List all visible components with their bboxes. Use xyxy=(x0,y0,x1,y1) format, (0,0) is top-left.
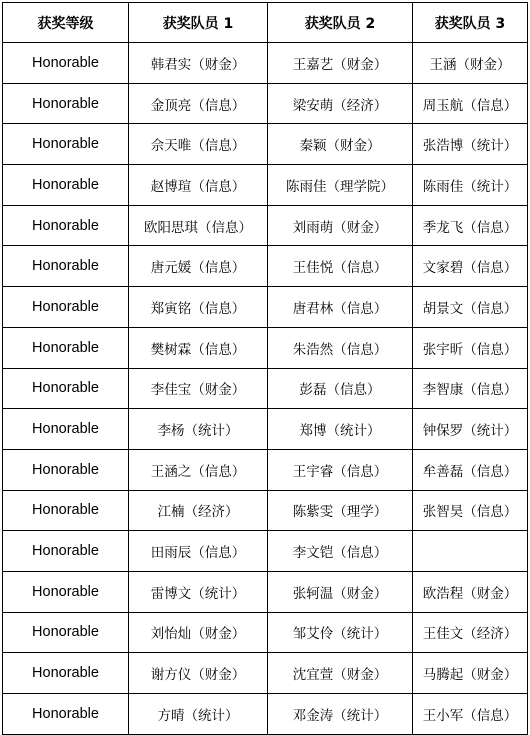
header-row xyxy=(3,3,528,43)
member-2-cell: 邹艾伶（统计） xyxy=(268,612,413,653)
award-level-cell: Honorable xyxy=(3,124,129,165)
member-2-cell: 彭磊（信息） xyxy=(268,368,413,409)
table-row xyxy=(3,653,528,694)
member-1-cell: 田雨辰（信息） xyxy=(129,531,268,572)
member-1-cell: 刘怡灿（财金） xyxy=(129,612,268,653)
award-level-cell: Honorable xyxy=(3,287,129,328)
award-level-cell: Honorable xyxy=(3,409,129,450)
member-3-cell: 王佳文（经济） xyxy=(413,612,528,653)
table-body xyxy=(3,43,528,735)
member-2-cell: 郑博（统计） xyxy=(268,409,413,450)
member-1-cell: 郑寅铭（信息） xyxy=(129,287,268,328)
award-level-cell: Honorable xyxy=(3,490,129,531)
table-row xyxy=(3,327,528,368)
member-3-cell: 文家碧（信息） xyxy=(413,246,528,287)
member-1-cell: 王涵之（信息） xyxy=(129,449,268,490)
table-row xyxy=(3,571,528,612)
header-member-3: 获奖队员 3 xyxy=(413,3,528,43)
member-3-cell xyxy=(413,531,528,572)
member-2-cell: 李文铠（信息） xyxy=(268,531,413,572)
member-1-cell: 樊树霖（信息） xyxy=(129,327,268,368)
member-2-cell: 王佳悦（信息） xyxy=(268,246,413,287)
header-member-1: 获奖队员 1 xyxy=(129,3,268,43)
table-row xyxy=(3,449,528,490)
award-level-cell: Honorable xyxy=(3,246,129,287)
member-1-cell: 雷博文（统计） xyxy=(129,571,268,612)
award-level-cell: Honorable xyxy=(3,83,129,124)
table-row xyxy=(3,409,528,450)
member-3-cell: 王小军（信息） xyxy=(413,694,528,735)
table-row xyxy=(3,612,528,653)
member-2-cell: 王嘉艺（财金） xyxy=(268,43,413,84)
member-3-cell: 钟保罗（统计） xyxy=(413,409,528,450)
member-1-cell: 唐元媛（信息） xyxy=(129,246,268,287)
member-3-cell: 牟善磊（信息） xyxy=(413,449,528,490)
member-3-cell: 马腾起（财金） xyxy=(413,653,528,694)
member-1-cell: 金顶亮（信息） xyxy=(129,83,268,124)
member-1-cell: 赵博瑄（信息） xyxy=(129,165,268,206)
member-3-cell: 欧浩程（财金） xyxy=(413,571,528,612)
table-header xyxy=(3,3,528,43)
member-2-cell: 唐君林（信息） xyxy=(268,287,413,328)
member-3-cell: 胡景文（信息） xyxy=(413,287,528,328)
award-level-cell: Honorable xyxy=(3,449,129,490)
award-level-cell: Honorable xyxy=(3,368,129,409)
awards-table xyxy=(2,2,528,735)
member-3-cell: 周玉航（信息） xyxy=(413,83,528,124)
member-3-cell: 张浩博（统计） xyxy=(413,124,528,165)
member-2-cell: 陈雨佳（理学院） xyxy=(268,165,413,206)
table-row xyxy=(3,490,528,531)
member-2-cell: 刘雨萌（财金） xyxy=(268,205,413,246)
header-member-2: 获奖队员 2 xyxy=(268,3,413,43)
member-3-cell: 王涵（财金） xyxy=(413,43,528,84)
member-1-cell: 佘天唯（信息） xyxy=(129,124,268,165)
table-row xyxy=(3,694,528,735)
member-2-cell: 朱浩然（信息） xyxy=(268,327,413,368)
member-2-cell: 邓金涛（统计） xyxy=(268,694,413,735)
member-1-cell: 谢方仪（财金） xyxy=(129,653,268,694)
member-2-cell: 秦颖（财金） xyxy=(268,124,413,165)
table-row xyxy=(3,165,528,206)
table-row xyxy=(3,124,528,165)
award-level-cell: Honorable xyxy=(3,571,129,612)
member-1-cell: 李杨（统计） xyxy=(129,409,268,450)
table-row xyxy=(3,43,528,84)
award-level-cell: Honorable xyxy=(3,612,129,653)
member-3-cell: 陈雨佳（统计） xyxy=(413,165,528,206)
member-1-cell: 韩君实（财金） xyxy=(129,43,268,84)
award-level-cell: Honorable xyxy=(3,653,129,694)
member-3-cell: 季龙飞（信息） xyxy=(413,205,528,246)
member-2-cell: 沈宜萱（财金） xyxy=(268,653,413,694)
award-level-cell: Honorable xyxy=(3,694,129,735)
member-3-cell: 张智昊（信息） xyxy=(413,490,528,531)
member-2-cell: 梁安萌（经济） xyxy=(268,83,413,124)
table-row xyxy=(3,205,528,246)
member-2-cell: 陈紫雯（理学） xyxy=(268,490,413,531)
table-row xyxy=(3,531,528,572)
member-1-cell: 李佳宝（财金） xyxy=(129,368,268,409)
table-row xyxy=(3,246,528,287)
award-level-cell: Honorable xyxy=(3,165,129,206)
member-1-cell: 方晴（统计） xyxy=(129,694,268,735)
table-row xyxy=(3,83,528,124)
member-2-cell: 王宇睿（信息） xyxy=(268,449,413,490)
table-row xyxy=(3,287,528,328)
award-level-cell: Honorable xyxy=(3,531,129,572)
member-1-cell: 江楠（经济） xyxy=(129,490,268,531)
member-2-cell: 张轲温（财金） xyxy=(268,571,413,612)
award-level-cell: Honorable xyxy=(3,43,129,84)
header-award-level: 获奖等级 xyxy=(3,3,129,43)
member-3-cell: 李智康（信息） xyxy=(413,368,528,409)
table-row xyxy=(3,368,528,409)
award-level-cell: Honorable xyxy=(3,205,129,246)
award-level-cell: Honorable xyxy=(3,327,129,368)
member-1-cell: 欧阳思琪（信息） xyxy=(129,205,268,246)
member-3-cell: 张宇昕（信息） xyxy=(413,327,528,368)
